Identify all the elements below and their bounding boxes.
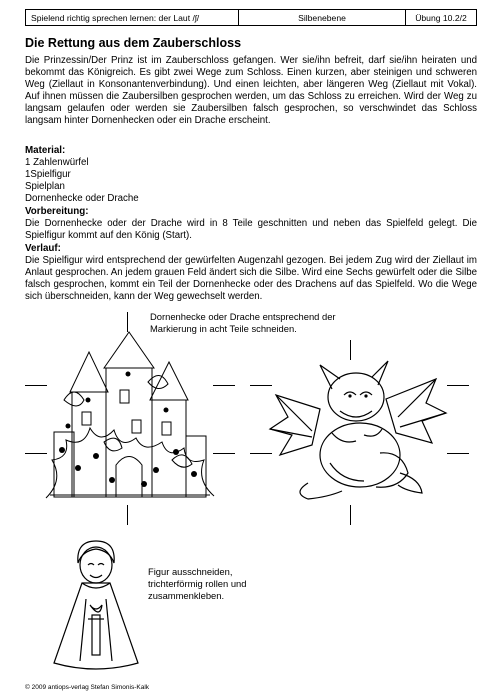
- header-topic: Spielend richtig sprechen lernen: der Laut /ʃ/: [26, 10, 239, 25]
- cut-mark: [447, 453, 469, 454]
- material-list: [25, 157, 139, 205]
- verlauf-heading: Verlauf:: [25, 243, 61, 254]
- verlauf-paragraph: Die Spielfigur wird entsprechend der gewürfelten Augenzahl gezogen. Bei jedem Zug wird der Ziellaut im Anlaut gesprochen. An jedem grauen Feld ändert sich die Silbe. Wird eine Sechs gewürfelt oder die Silbe falsch gesprochen, kommt ein Teil der Dornenhecke oder des Drachens auf das Spielfeld. Wo die Wege sich überschneiden, kann der Weg gewechselt werden.: [25, 255, 477, 302]
- copyright-footer: © 2009 antiops-verlag Stefan Simonis-Kalk: [25, 684, 150, 691]
- material-item: Dornenhecke oder Drache: [25, 193, 139, 204]
- worksheet-header: [25, 9, 477, 26]
- material-item: 1 Zahlenwürfel: [25, 157, 89, 168]
- header-level: Silbenebene: [239, 10, 406, 25]
- header-exercise: Übung 10.2/2: [415, 12, 467, 23]
- cut-mark: [213, 385, 235, 386]
- cut-mark: [213, 453, 235, 454]
- cut-mark: [127, 505, 128, 525]
- material-heading: Material:: [25, 145, 66, 156]
- dragon-illustration: [268, 355, 448, 500]
- material-item: 1Spielfigur: [25, 169, 71, 180]
- intro-paragraph: Die Prinzessin/Der Prinz ist im Zauberschloss gefangen. Wer sie/ihn befreit, darf sie/ihn heiraten und bekommt das Königreich. Es gibt zwei Wege zum Schloss. Einen kurzen, aber steinigen und schweren Weg (Ziellaut in Konsonantenverbindung). Und einen leichten, aber längeren Weg (Ziellaut mit Vokal). Auf ihnen müssen die Zaubersilben gesprochen werden, um das Schloss zu erreichen. Wird der Weg zu langsam gelaufen oder werden sie Zaubersilben falsch gesprochen, so verschwindet das Schloss langsam hinter Dornenhecken oder ein Drache erscheint.: [25, 55, 477, 126]
- castle-hedge-illustration: [44, 330, 216, 505]
- figure-instruction: Figur ausschneiden, trichterförmig rollen und zusammenkleben.: [148, 566, 247, 601]
- page-title: Die Rettung aus dem Zauberschloss: [25, 36, 242, 50]
- child-figure-illustration: [46, 535, 146, 675]
- cut-mark: [447, 385, 469, 386]
- cut-instruction: Dornenhecke oder Drache entsprechend der Markierung in acht Teile schneiden.: [150, 311, 336, 334]
- material-item: Spielplan: [25, 181, 65, 192]
- cut-mark: [350, 505, 351, 525]
- vorbereitung-heading: Vorbereitung:: [25, 206, 89, 217]
- cut-mark: [127, 312, 128, 332]
- vorbereitung-paragraph: Die Dornenhecke oder der Drache wird in 8 Teile geschnitten und neben das Spielfeld gelegt. Die Spielfigur kommt auf den König (Start).: [25, 218, 477, 241]
